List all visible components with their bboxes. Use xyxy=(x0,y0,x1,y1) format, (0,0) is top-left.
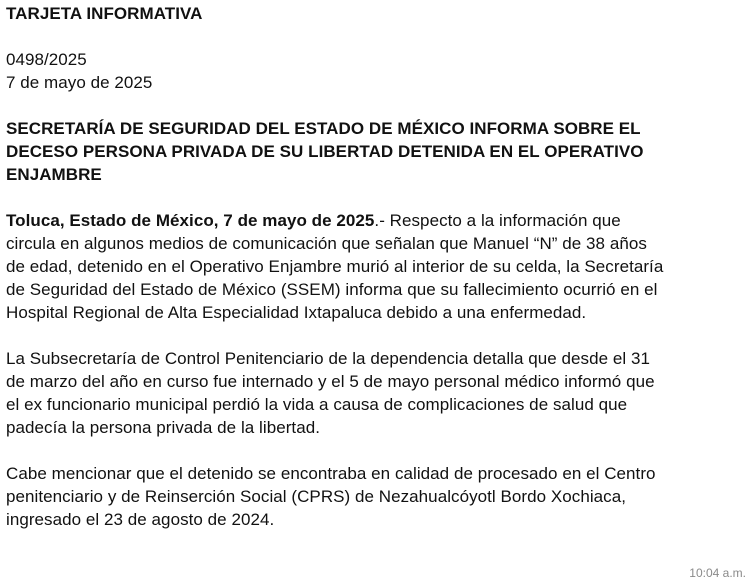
paragraph-line: de edad, detenido en el Operativo Enjambre murió al interior de su celda, la Secretaría xyxy=(6,257,664,276)
paragraph-line: La Subsecretaría de Control Penitenciario de la dependencia detalla que desde el 31 xyxy=(6,349,650,368)
message-timestamp: 10:04 a.m. xyxy=(689,566,746,580)
paragraph-line: padecía la persona privada de la libertad. xyxy=(6,418,320,437)
paragraph-line: penitenciario y de Reinserción Social (CPRS) de Nezahualcóyotl Bordo Xochiaca, xyxy=(6,487,626,506)
message-body xyxy=(6,2,746,531)
paragraph-line: Cabe mencionar que el detenido se encontraba en calidad de procesado en el Centro xyxy=(6,464,656,483)
spacer xyxy=(6,186,746,209)
paragraph-text: .- Respecto a la información que xyxy=(374,211,621,230)
paragraph-line: circula en algunos medios de comunicación que señalan que Manuel “N” de 38 años xyxy=(6,234,647,253)
paragraph-line: Hospital Regional de Alta Especialidad Ixtapaluca debido a una enfermedad. xyxy=(6,303,587,322)
document-number: 0498/2025 xyxy=(6,50,87,69)
spacer xyxy=(6,324,746,347)
spacer xyxy=(6,25,746,48)
paragraph-line: ingresado el 23 de agosto de 2024. xyxy=(6,510,275,529)
paragraph-line xyxy=(6,209,746,232)
title-line: DECESO PERSONA PRIVADA DE SU LIBERTAD DETENIDA EN EL OPERATIVO xyxy=(6,142,644,161)
spacer xyxy=(6,94,746,117)
paragraph-line: de marzo del año en curso fue internado y el 5 de mayo personal médico informó que xyxy=(6,372,655,391)
spacer xyxy=(6,439,746,462)
title-line: SECRETARÍA DE SEGURIDAD DEL ESTADO DE MÉXICO INFORMA SOBRE EL xyxy=(6,119,641,138)
paragraph-line: el ex funcionario municipal perdió la vida a causa de complicaciones de salud que xyxy=(6,395,628,414)
dateline: Toluca, Estado de México, 7 de mayo de 2025 xyxy=(6,211,375,230)
document-date: 7 de mayo de 2025 xyxy=(6,73,153,92)
paragraph-line: de Seguridad del Estado de México (SSEM) informa que su fallecimiento ocurrió en el xyxy=(6,280,658,299)
document-heading: TARJETA INFORMATIVA xyxy=(6,4,203,23)
title-line: ENJAMBRE xyxy=(6,165,102,184)
